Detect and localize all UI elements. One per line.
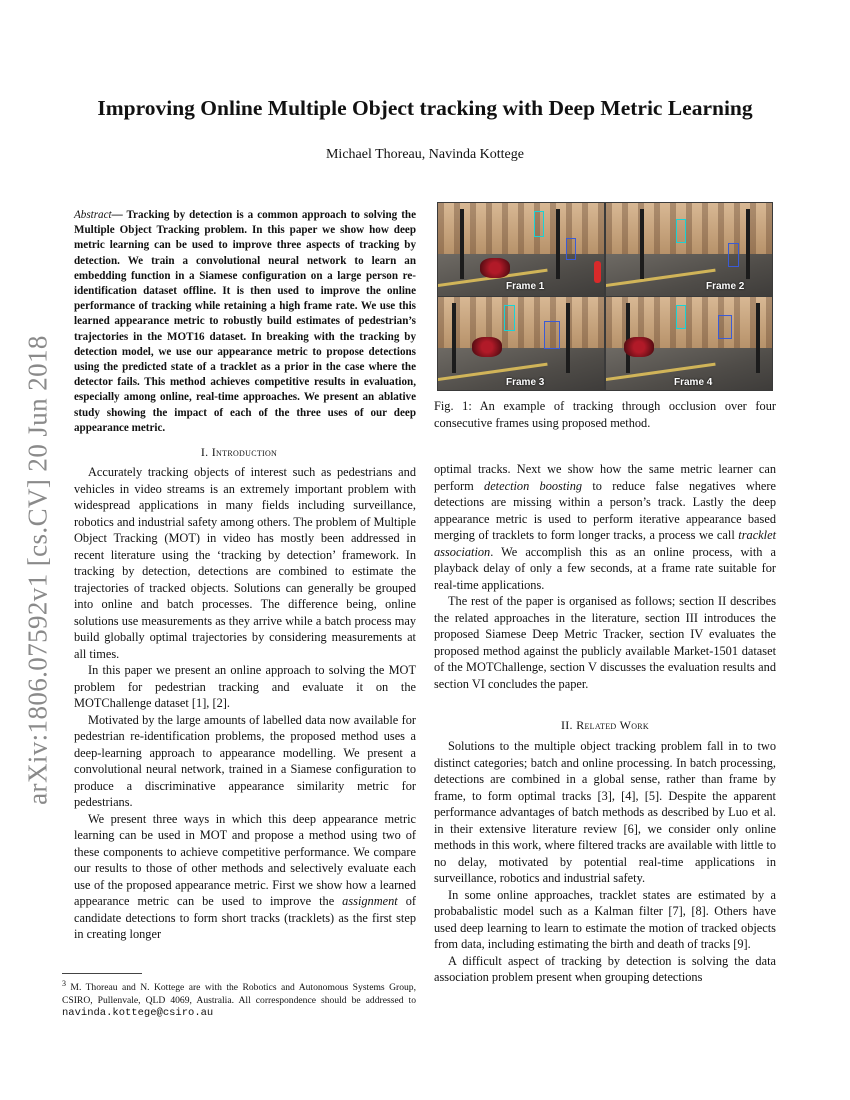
section-heading-related-work [434,718,776,733]
abstract-dash: — [111,209,123,221]
paper-title: Improving Online Multiple Object tracking with Deep Metric Learning [97,96,753,120]
correspondence-email[interactable]: navinda.kottege@csiro.au [62,1007,214,1020]
frame-2-label: Frame 2 [706,281,745,292]
paragraph: In some online approaches, tracklet states are estimated by a probabalistic model such as a Kalman filter [7], [8]. Others have used deep learning to learn to estimate the motion of tracked objects from data, including estimating the birth and death of tracks [9]. [434,887,776,951]
left-column-body [74,464,416,943]
frame-1-label: Frame 1 [506,281,545,292]
tracking-box [728,243,739,267]
paragraph: A difficult aspect of tracking by detection is solving the data association problem present when grouping detections [434,953,776,984]
footnote-mark: 3 [62,979,66,988]
footnote [62,978,416,1020]
paragraph: Solutions to the multiple object tracking problem fall in to two distinct categories; batch and online processing. In batch processing, detections are combined in a global sense, rather than frame by frame, to form optimal tracks [3], [4], [5]. Despite the apparent performance advantages of batch methods as described by Luo et al. in their extensive literature review [6], we consider only online methods in this work, where filtered tracks are available with little to no delay, motivated by potential real-time applications in surveillance, robotics and industrial safety. [434,739,776,885]
frame-1-image [438,203,604,296]
paragraph: In this paper we present an online approach to solving the MOT problem for pedestrian tracking and evaluate it on the MOTChallenge dataset [1], [2]. [74,663,416,710]
abstract-lead: Abstract [74,209,112,221]
tracking-box [676,305,686,329]
paper-authors: Michael Thoreau, Navinda Kottege [325,147,524,162]
section-title: Related Work [576,718,650,732]
section-heading-introduction [62,445,416,460]
section-number: I. [200,445,209,459]
frame-3-image [438,297,604,390]
tracking-box [566,238,576,260]
tracking-box [504,305,515,331]
frame-4-label: Frame 4 [674,377,713,388]
paragraph: The rest of the paper is organised as follows; section II describes the related approaches in the literature, section III introduces the proposed Siamese Deep Metric Tracker, section IV evaluates the proposed method against the publicly available Market-1501 dataset of the MOTChallenge, section V discusses the evaluation results and section VI concludes the paper. [434,594,776,691]
tracking-box [544,321,560,349]
footnote-rule [62,973,142,974]
abstract [74,208,416,436]
paragraph: optimal tracks. Next we show how the same metric learner can perform detection boosting to reduce false negatives where detections are missing within a person’s track. Lastly the deep appearance metric is used to perform iterative appearance based merging of tracklets to form longer tracks, a process we call tracklet association. We accomplish this as an online process, with a playback delay of only a few seconds, at a frame rate suitable for real-time applications. [434,462,776,592]
tracking-box [718,315,732,339]
section-number: II. [560,718,573,732]
tracking-box [676,219,686,243]
arxiv-identifier-text: arXiv:1806.07592v1 [cs.CV] 20 Jun 2018 [22,335,53,805]
right-column-body-top [434,461,776,692]
frame-2-image [606,203,772,296]
figure-caption: Fig. 1: An example of tracking through occlusion over four consecutive frames using proposed method. [434,399,776,430]
section-title: Introduction [211,445,278,459]
paragraph: Motivated by the large amounts of labelled data now available for pedestrian re-identification problems, the proposed method uses a deep-learning approach to appearance modelling. We present a convolutional neural network, trained in a Siamese configuration to produce a discriminative appearance similarity metric for pedestrians. [74,712,416,809]
arxiv-identifier [18,295,58,845]
paragraph: Accurately tracking objects of interest such as pedestrians and vehicles in video streams is an extremely important problem with widespread applications in many fields including surveillance, robotics and industrial safety among others. The problem of Multiple Object Tracking (MOT) in video has mostly been addressed in recent literature using the ‘tracking by detection’ framework. In tracking by detection, detections are combined to estimate the trajectories of tracked objects. Solutions can generally be grouped into online and batch processes. The difference being, online solutions use measurements as they arrive while a batch process may build globally optimal trajectories by considering measurements at all times. [74,465,416,661]
figure-tracking-frames [437,202,773,391]
footnote-text: M. Thoreau and N. Kottege are with the Robotics and Autonomous Systems Group, CSIRO, Pullenvale, QLD 4069, Australia. All correspondence should be addressed to [62,982,416,1006]
frame-3-label: Frame 3 [506,377,545,388]
abstract-text: Tracking by detection is a common approach to solving the Multiple Object Tracking problem. In this paper we show how deep metric learning can be used to improve three aspects of tracking by detection. We train a convolutional neural network to learn an embedding function in a Siamese configuration on a large person re-identification dataset offline. It is then used to improve the online performance of tracking while retaining a high frame rate. We use this learned appearance metric to robustly build estimates of pedestrian’s trajectories in the MOT16 dataset. In breaking with the tracking by detection model, we use our appearance metric to propose detections using the predicted state of a tracklet as a prior in the case where the detector fails. This method achieves competitive results in evaluation, especially among online, real-time approaches. We present an ablative study showing the impact of each of the three uses of our deep appearance metric. [74,209,416,434]
tracking-box [534,211,544,237]
frame-4-image [606,297,772,390]
right-column-body-bottom [434,738,776,986]
paragraph: We present three ways in which this deep appearance metric learning can be used in MOT and propose a method using two of these components to achieve competitive performance. We compare our results to those of other methods and selectively evaluate each use of the proposed appearance metric. First we show how a learned appearance metric can be used to improve the assignment of candidate detections to form short tracks (tracklets) as the first step in creating longer [74,811,416,941]
